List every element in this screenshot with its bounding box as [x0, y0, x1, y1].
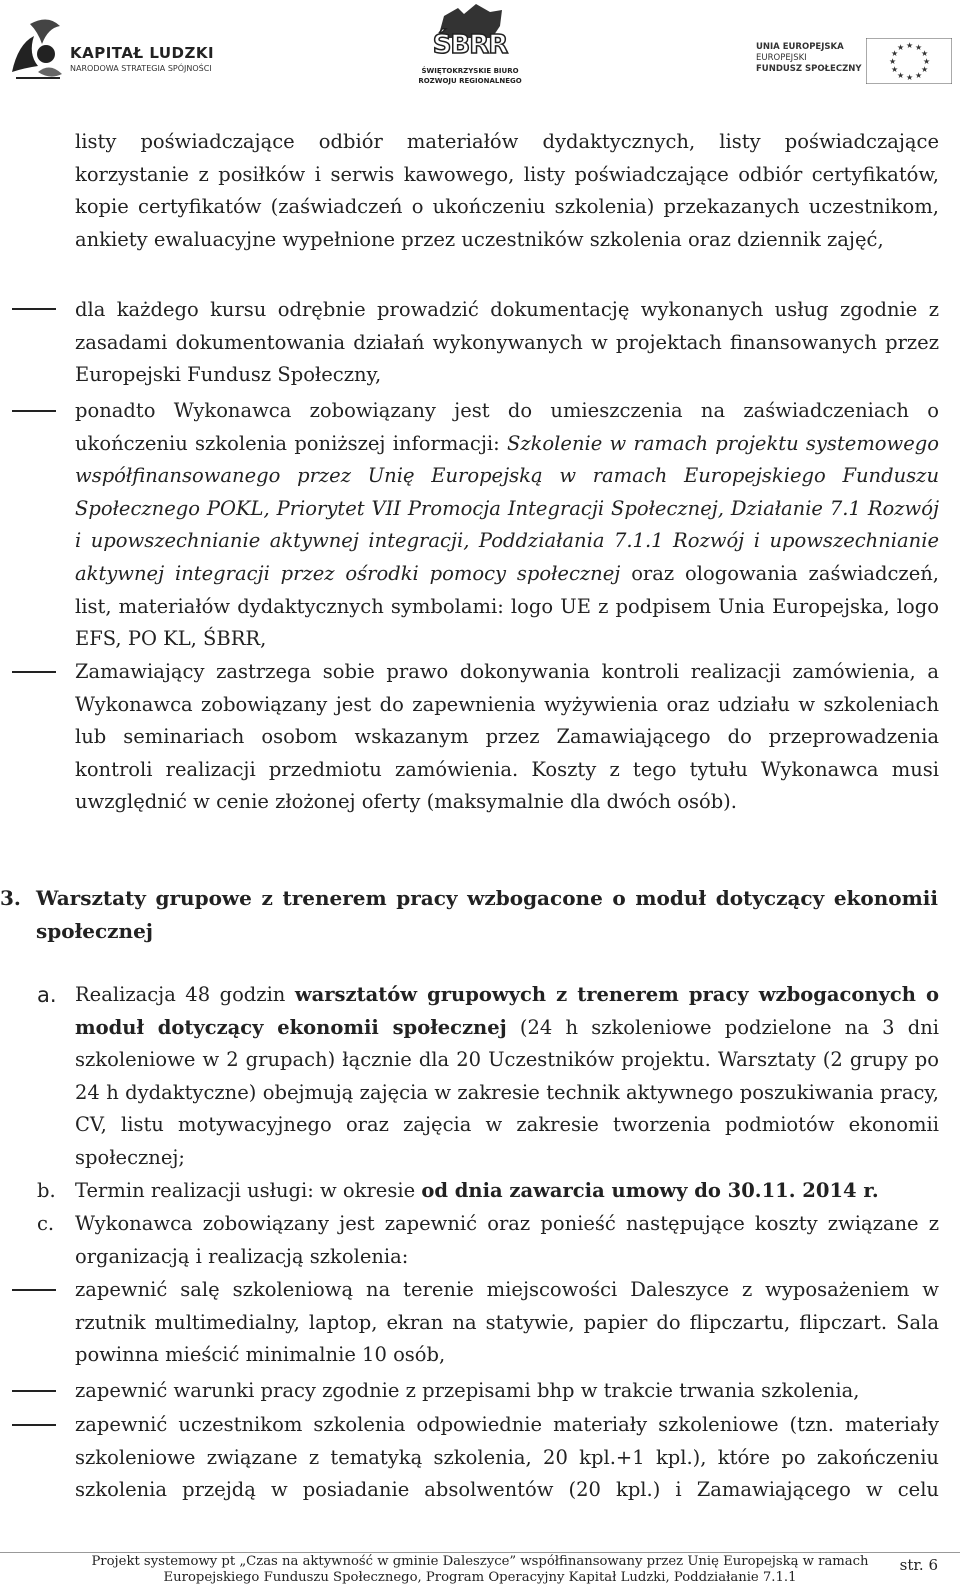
page-number: str. 6: [899, 1556, 938, 1574]
kapital-ludzki-subtitle: NARODOWA STRATEGIA SPÓJNOŚCI: [70, 64, 212, 73]
svg-text:★: ★: [921, 49, 929, 58]
svg-text:★: ★: [897, 71, 905, 80]
svg-text:★: ★: [906, 41, 914, 50]
ue-line3: FUNDUSZ SPOŁECZNY: [756, 64, 862, 74]
bullet-item: zapewnić warunki pracy zgodnie z przepisami bhp w trakcie trwania szkolenia,: [75, 1379, 860, 1402]
bullet-item: zapewnić salę szkoleniową na terenie miejscowości Daleszyce z wyposażeniem w rzutnik multimedialny, laptop, ekran na statywie, papier do flipczartu, flipczart. Sala powinna mieścić minimalnie 10 osób,: [75, 1278, 939, 1367]
svg-text:★: ★: [891, 49, 899, 58]
bullet-item: [75, 395, 939, 656]
bullet-dash: [12, 1390, 56, 1392]
kapital-ludzki-logo: [8, 14, 228, 84]
page-header: [0, 0, 960, 110]
item-bold-text: warsztatów grupowych z trenerem pracy wzbogaconych o moduł dotyczący ekonomii społecznej: [75, 983, 939, 1039]
list-marker: c.: [37, 1212, 55, 1235]
svg-text:★: ★: [897, 43, 905, 52]
svg-text:★: ★: [915, 71, 923, 80]
section-heading: Warsztaty grupowe z trenerem pracy wzbogacone o moduł dotyczący ekonomii społecznej: [36, 886, 938, 943]
svg-text:★: ★: [915, 43, 923, 52]
list-marker: b.: [37, 1179, 56, 1202]
bullet-text: oraz ologowania zaświadczeń, list, materiałów dydaktycznych symbolami: logo UE z podpisem Unia Europejska, logo EFS, PO KL, ŚBRR,: [75, 561, 939, 651]
list-item-a: [75, 979, 939, 1175]
svg-text:★: ★: [921, 65, 929, 74]
footer-line1: Projekt systemowy pt „Czas na aktywność w gminie Daleszyce” współfinansowany przez Unię Europejską w ramach: [91, 1554, 869, 1569]
sbrr-subtitle: [410, 66, 530, 86]
ue-line1: UNIA EUROPEJSKA: [756, 42, 844, 52]
eu-flag-icon: [866, 38, 952, 84]
svg-text:★: ★: [891, 65, 899, 74]
sbrr-title: ŚBRR: [432, 30, 508, 60]
bullet-dash: [12, 410, 56, 412]
bullet-item: zapewnić uczestnikom szkolenia odpowiednie materiały szkoleniowe (tzn. materiały szkoleniowe związane z tematyką szkolenia, 20 kpl.+1 kpl.), które po zakończeniu szkolenia przejdą w posiadanie absolwentów (20 kpl.) i Zamawiającego w celu: [75, 1413, 939, 1502]
sbrr-logo: [410, 0, 530, 92]
bullet-dash: [12, 308, 56, 310]
bullet-italic-text: Szkolenie w ramach projektu systemowego współfinansowanego przez Unię Europejską w ramach Europejskiego Funduszu Społecznego POKL, Priorytet VII Promocja Integracji Społecznej, Działanie 7.1 Rozwój i upowszechnianie aktywnej integracji, Poddziałania 7.1.1 Rozwój i upowszechnianie aktywnej integracji przez ośrodki pomocy społecznej: [75, 431, 940, 585]
intro-paragraph: listy poświadczające odbiór materiałów dydaktycznych, listy poświadczające korzystanie z posiłków i serwis kawowego, listy poświadczające odbiór certyfikatów, kopie certyfikatów (zaświadczeń o ukończeniu szkolenia) przekazanych uczestnikom, ankiety ewaluacyjne wypełnione przez uczestników szkolenia oraz dziennik zajęć,: [75, 130, 939, 251]
bullet-text: ponadto Wykonawca zobowiązany jest do umieszczenia na zaświadczeniach o ukończeniu szkolenia poniższej informacji:: [75, 399, 939, 455]
item-text: (24 h szkoleniowe podzielone na 3 dni szkoleniowe w 2 grupach) łącznie dla 20 Uczestników projektu. Warsztaty (2 grupy po 24 h dydaktyczne) obejmują zajęcia w zakresie technik aktywnego poszukiwania pracy, CV, listu motywacyjnego oraz zajęcia w zakresie tworzenia podmiotów ekonomii społecznej;: [75, 1015, 939, 1169]
footer-line2: Europejskiego Funduszu Społecznego, Program Operacyjny Kapitał Ludzki, Poddziałanie 7.1.1: [163, 1570, 797, 1585]
bullet-dash: [12, 671, 56, 673]
list-marker: a.: [37, 983, 57, 1007]
item-bold-text: od dnia zawarcia umowy do 30.11. 2014 r.: [421, 1179, 879, 1202]
sbrr-subtitle-line2: ROZWOJU REGIONALNEGO: [418, 77, 522, 85]
bullet-dash: [12, 1424, 56, 1426]
section-number: 3.: [0, 886, 21, 910]
ue-efs-text: [756, 42, 862, 75]
svg-text:★: ★: [906, 73, 914, 82]
bullet-item: Zamawiający zastrzega sobie prawo dokonywania kontroli realizacji zamówienia, a Wykonawca zobowiązany jest do zapewnienia wyżywienia oraz udziału w szkoleniach lub seminariach osobom wskazanym przez Zamawiającego do przeprowadzenia kontroli realizacji przedmiotu zamówienia. Koszty z tego tytułu Wykonawca musi uwzględnić w cenie złożonej oferty (maksymalnie dla dwóch osób).: [75, 660, 939, 814]
page-footer: [0, 1554, 960, 1586]
svg-text:★: ★: [889, 57, 897, 66]
kapital-ludzki-title: KAPITAŁ LUDZKI: [70, 44, 215, 62]
item-text: Termin realizacji usługi: w okresie: [75, 1179, 422, 1202]
bullet-dash: [12, 1289, 56, 1291]
footer-divider: [0, 1552, 960, 1553]
bullet-item: dla każdego kursu odrębnie prowadzić dokumentację wykonanych usług zgodnie z zasadami dokumentowania działań wykonywanych w projektach finansowanych przez Europejski Fundusz Społeczny,: [75, 298, 939, 387]
sbrr-subtitle-line1: ŚWIĘTOKRZYSKIE BIURO: [421, 67, 519, 75]
list-item-c: Wykonawca zobowiązany jest zapewnić oraz ponieść następujące koszty związane z organizacją i realizacją szkolenia:: [75, 1212, 939, 1268]
ue-line2: EUROPEJSKI: [756, 53, 807, 63]
item-text: Realizacja 48 godzin: [75, 983, 295, 1006]
list-item-b: [75, 1175, 939, 1208]
svg-text:★: ★: [923, 57, 931, 66]
kapital-ludzki-mark-icon: [8, 14, 66, 84]
ue-efs-logo: [756, 38, 952, 88]
